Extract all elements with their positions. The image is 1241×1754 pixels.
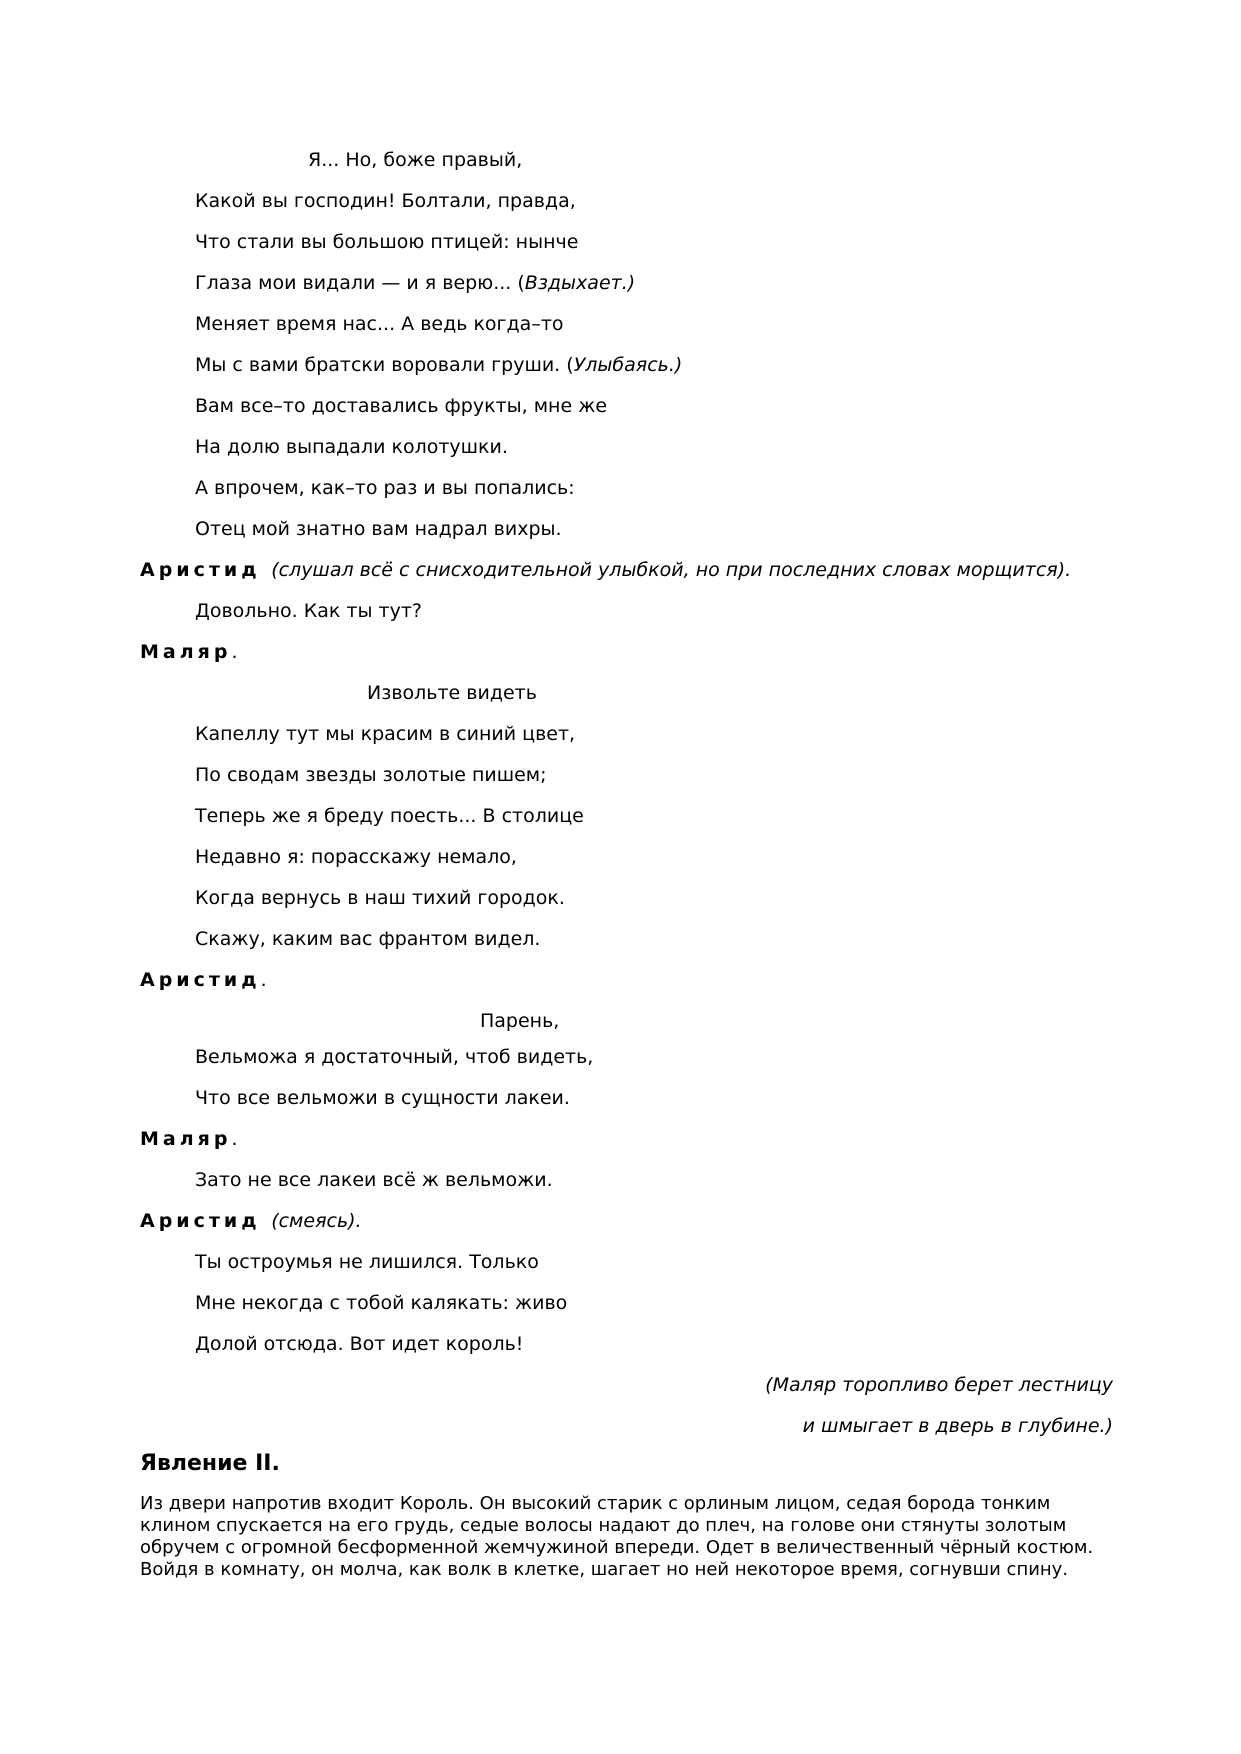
verse-line: Что стали вы большою птицей: нынче xyxy=(195,231,579,253)
speaker-line xyxy=(140,1128,238,1150)
speaker-punct: . xyxy=(260,969,267,991)
verse-line: Долой отсюда. Вот идет король! xyxy=(195,1333,524,1355)
verse-line: На долю выпадали колотушки. xyxy=(195,436,508,458)
verse-line: Меняет время нас... А ведь когда–то xyxy=(195,313,564,335)
verse-line: Вам все–то доставались фрукты, мне же xyxy=(195,395,608,417)
verse-line: Зато не все лакеи всё ж вельможи. xyxy=(195,1169,553,1191)
scene-description: Из двери напротив входит Король. Он высокий старик с орлиным лицом, седая борода тонким клином спускается на его грудь, седые волосы надают до плеч, на голове они стянуты золотым обручем с огромной бесформенной жемчужиной впереди. Одет в величественный чёрный костюм. Войдя в комнату, он молча, как волк в клетке, шагает но ней некоторое время, согнувши спину. xyxy=(140,1493,1094,1580)
stage-direction: и шмыгает в дверь в глубине.) xyxy=(802,1415,1113,1437)
verse-line: Отец мой знатно вам надрал вихры. xyxy=(195,518,562,540)
speaker-name: Аристид xyxy=(140,1210,261,1232)
scene-heading: Явление II. xyxy=(140,1451,280,1476)
verse-line: Ты остроумья не лишился. Только xyxy=(195,1251,539,1273)
verse-line: Скажу, каким вас франтом видел. xyxy=(195,928,541,950)
speaker-name: Маляр xyxy=(140,1128,232,1150)
verse-line: Когда вернусь в наш тихий городок. xyxy=(195,887,565,909)
speaker-punct: . xyxy=(231,641,238,663)
speaker-name: Аристид xyxy=(140,969,261,991)
stage-direction: Улыбаясь.) xyxy=(573,354,683,376)
speaker-name: Аристид xyxy=(140,559,261,581)
speaker-line xyxy=(140,559,1071,581)
stage-direction: Вздыхает.) xyxy=(524,272,636,294)
verse-line: По сводам звезды золотые пишем; xyxy=(195,764,547,786)
verse-line xyxy=(195,354,682,376)
verse-line: Теперь же я бреду поесть... В столице xyxy=(195,805,584,827)
stage-direction: (Маляр торопливо берет лестницу xyxy=(765,1374,1113,1396)
verse-line: Мне некогда с тобой калякать: живо xyxy=(195,1292,568,1314)
verse-line: Какой вы господин! Болтали, правда, xyxy=(195,190,576,212)
verse-line xyxy=(195,272,635,294)
verse-line: Я... Но, боже правый, xyxy=(308,149,523,171)
speaker-name: Маляр xyxy=(140,641,232,663)
speaker-punct: . xyxy=(231,1128,238,1150)
verse-line: Капеллу тут мы красим в синий цвет, xyxy=(195,723,576,745)
verse-line: А впрочем, как–то раз и вы попались: xyxy=(195,477,575,499)
stage-direction: (смеясь). xyxy=(271,1210,362,1232)
verse-text: Мы с вами братски воровали груши. ( xyxy=(195,354,574,376)
stage-direction: (слушал всё с снисходительной улыбкой, но при последних словах морщится). xyxy=(271,559,1072,581)
verse-line: Извольте видеть xyxy=(367,682,537,704)
verse-line: Вельможа я достаточный, чтоб видеть, xyxy=(195,1046,594,1068)
verse-line: Парень, xyxy=(480,1010,560,1032)
verse-line: Недавно я: порасскажу немало, xyxy=(195,846,517,868)
verse-line: Что все вельможи в сущности лакеи. xyxy=(195,1087,570,1109)
speaker-line xyxy=(140,641,238,663)
speaker-line xyxy=(140,1210,362,1232)
verse-line: Довольно. Как ты тут? xyxy=(195,600,422,622)
speaker-line xyxy=(140,969,267,991)
verse-text: Глаза мои видали — и я верю... ( xyxy=(195,272,525,294)
